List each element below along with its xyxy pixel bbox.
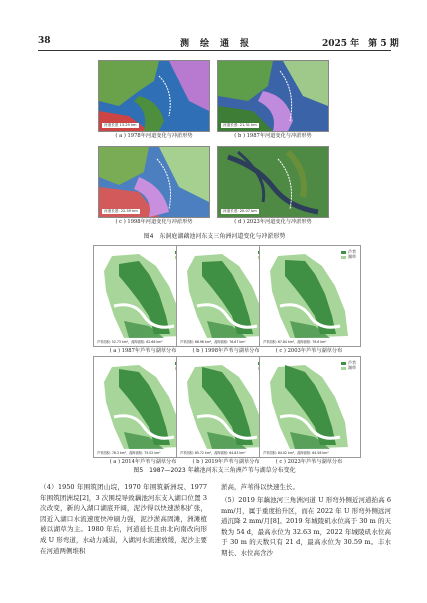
fig4-panel-d-length: 河道长度: 20.07 km [223, 209, 257, 213]
fig5-panel-3 [259, 245, 361, 347]
fig5-panel-caption: ( c ) 2023年芦苇与湖草分布 [275, 459, 343, 465]
body-paragraph-5: （5）2019 年藕池河三角洲河道 U 形弯外侧近河道抬高 6 mm/月，属于重度抬升区，而在 2022 年 U 形弯外侧远河道沉降 2 mm/月[8]。2019 年城陵矶水位高于 30 m 的天数为 54 d，最高水位为 32.63 m，2022 年城陵矶水位高于 30 m 的天数只有 21 d，最高水位为 30.59 m。丰水期长、水位高含沙 [221, 496, 391, 557]
legend-item-reed: 芦苇 [341, 360, 356, 365]
fig5-panel-6 [259, 356, 361, 458]
fig5-area-readout: 芦苇面积: 85.72 km²，湖草面积: 64.83 km² [180, 451, 246, 455]
header-rule [38, 50, 391, 51]
body-paragraph-4-end: 淤高，芦苇得以快速生长。 [221, 483, 299, 491]
fig5-area-readout: 芦苇面积: 52.73 km²，湖草面积: 62.66 km² [97, 340, 163, 344]
fig4-panel-c [98, 146, 210, 218]
fig5-area-readout: 芦苇面积: 67.84 km²，湖草面积: 79.6 km² [263, 340, 327, 344]
fig4-panel-c-length: 河道长度: 22.59 km [104, 209, 138, 213]
fig4-caption: 图4 东洞庭湖藕池河东支三角洲河道变化与冲淤形势 [143, 233, 286, 240]
fig4-panel-b-length: 河道长度: 21.31 km [223, 123, 257, 127]
fig5-caption: 图5 1987—2023 年藕池河东支三角洲芦苇与湖草分布变化 [133, 467, 296, 474]
fig5-legend [341, 249, 356, 259]
fig5-panel-caption: ( a ) 1987年芦苇与湖草分布 [109, 348, 177, 354]
legend-item-grass: 湖草 [341, 254, 356, 259]
fig4-caption-a: ( a ) 1978年河道变化与冲淤形势 [115, 133, 193, 139]
fig5-panel-caption: ( b ) 2019年芦苇与湖草分布 [192, 459, 260, 465]
fig4-panel-d [217, 146, 329, 218]
fig5-legend [341, 360, 356, 370]
fig4-panel-a-length: 河道长度 13.29 km [104, 123, 137, 127]
page-number: 38 [38, 36, 51, 46]
fig5-panel-caption: ( a ) 2014年芦苇与湖草分布 [109, 459, 177, 465]
fig4-panel-a [98, 60, 210, 132]
legend-item-grass: 湖草 [341, 365, 356, 370]
body-paragraph-4: （4）1950 年围筑团山垸，1970 年围筑新洲垸、1977 年围筑团洲垸[2]，3 次围垸导致藕池河东支入湖口位置 3 次改变，新的入湖口湖底开阔，泥沙得以快速淤积扩张，因近入湖口水流速度快冲刷力强，泥沙淤高固滩，洲滩植被以湖草为主。1980 年后，河道延长且由北向南改向形成 U 形弯道，水动力减弱，入湖河水流速放缓，泥沙主要在河道两侧堆积 [40, 483, 207, 555]
fig5-area-readout: 芦苇面积: 78.3 km²，湖草面积: 75.02 km² [97, 451, 161, 455]
fig5-area-readout: 芦苇面积: 84.02 km²，湖草面积: 64.58 km² [263, 451, 329, 455]
fig4-caption-c: ( c ) 1998年河道变化与冲淤形势 [115, 219, 193, 225]
issue-label: 2025 年 第 5 期 [322, 39, 399, 49]
fig4-caption-d: ( d ) 2023年河道变化与冲淤形势 [234, 219, 312, 225]
fig5-panel-caption: ( b ) 1998年芦苇与湖草分布 [192, 348, 260, 354]
journal-name: 测 绘 通 报 [180, 39, 251, 49]
fig4-panel-b [217, 60, 329, 132]
fig4-caption-b: ( b ) 1987年河道变化与冲淤形势 [234, 133, 312, 139]
legend-item-reed: 芦苇 [341, 249, 356, 254]
fig5-area-readout: 芦苇面积: 66.96 km²，湖草面积: 76.67 km² [180, 340, 246, 344]
fig5-panel-caption: ( c ) 2003年芦苇与湖草分布 [275, 348, 343, 354]
